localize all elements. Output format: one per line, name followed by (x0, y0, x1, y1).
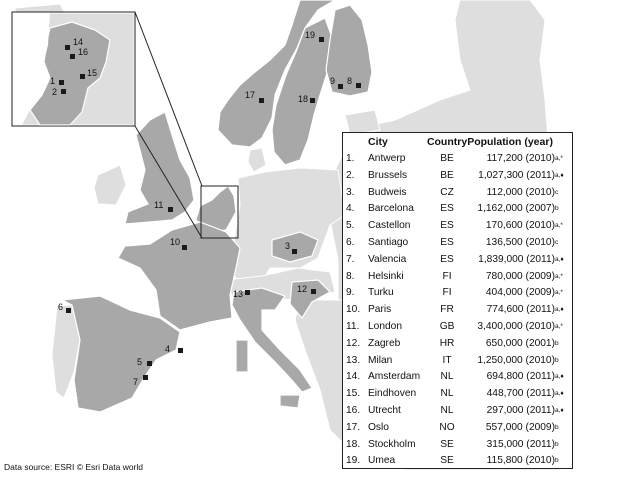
population-value: 448,700 (2011) (486, 388, 555, 400)
table-row (346, 151, 569, 168)
country-code: NL (440, 371, 454, 383)
row-number: 17. (346, 421, 361, 433)
country-code: GB (439, 320, 455, 332)
city-name: London (368, 320, 402, 332)
row-number: 7. (346, 253, 355, 265)
country-code: NL (440, 388, 454, 400)
label-13: 13 (233, 289, 244, 299)
city-name: Budweis (368, 186, 407, 198)
table-row (346, 185, 569, 202)
population-value: 1,250,000 (2010) (477, 354, 555, 366)
source-note: a,* (555, 322, 563, 330)
source-note: b (555, 356, 559, 364)
table-row (346, 336, 569, 353)
country-code: FI (442, 270, 452, 282)
row-number: 6. (346, 236, 355, 248)
row-number: 18. (346, 438, 361, 450)
table-row (346, 302, 569, 319)
country-code: FI (442, 287, 452, 299)
table-row (346, 453, 569, 470)
source-note: b (555, 457, 559, 465)
row-number: 19. (346, 455, 361, 467)
label-1: 1 (50, 76, 56, 86)
label-12: 12 (297, 284, 308, 294)
population-value: 297,000 (2011) (486, 404, 555, 416)
marker-15 (80, 74, 85, 79)
population-value: 315,000 (2011) (486, 438, 555, 450)
legend-header-row (346, 135, 569, 151)
country-code: IT (442, 354, 452, 366)
country-code: BE (440, 169, 454, 181)
source-note: a,* (555, 155, 563, 162)
country-code: NO (439, 421, 455, 433)
country-code: SE (440, 438, 454, 450)
city-name: Zagreb (368, 337, 401, 349)
sicily-shape (280, 395, 300, 408)
label-9: 9 (330, 76, 336, 86)
population-value: 3,400,000 (2010) (477, 320, 555, 332)
population-value: 694,800 (2011) (486, 371, 555, 383)
label-6: 6 (58, 302, 64, 312)
population-value: 117,200 (2010) (486, 153, 555, 164)
table-row (346, 369, 569, 386)
label-16: 16 (78, 47, 89, 57)
table-row (346, 285, 569, 302)
population-value: 404,000 (2009) (485, 287, 555, 299)
table-row (346, 218, 569, 235)
marker-5 (147, 361, 152, 366)
population-value: 650,000 (2001) (485, 337, 555, 349)
table-row (346, 420, 569, 437)
city-name: Paris (368, 304, 392, 316)
marker-19 (319, 37, 324, 42)
row-number: 15. (346, 388, 361, 400)
label-14: 14 (73, 37, 84, 47)
city-name: Valencia (368, 253, 407, 265)
country-code: FR (440, 304, 454, 316)
source-note: a,* (555, 222, 563, 230)
city-legend-table (342, 132, 573, 469)
row-number: 5. (346, 220, 355, 232)
city-name: Barcelona (368, 203, 414, 215)
marker-11 (168, 207, 173, 212)
row-number: 2. (346, 169, 355, 181)
city-name: Brussels (368, 169, 408, 181)
city-name: Milan (368, 354, 393, 366)
row-number: 9. (346, 287, 355, 299)
city-name: Utrecht (368, 404, 401, 416)
marker-13 (245, 290, 250, 295)
country-code: NL (440, 404, 454, 416)
marker-1 (59, 80, 64, 85)
table-row (346, 168, 569, 185)
legend-num-header (346, 135, 368, 151)
table-row (346, 201, 569, 218)
label-11: 11 (154, 200, 164, 210)
legend-city-header: City (368, 136, 388, 148)
table-row (346, 386, 569, 403)
row-number: 4. (346, 203, 355, 215)
city-name: Stockholm (368, 438, 416, 450)
table-row (346, 252, 569, 269)
sardinia-shape (236, 340, 248, 372)
table-row (346, 403, 569, 420)
source-note: b (555, 339, 559, 347)
label-3: 3 (285, 241, 291, 251)
table-row (346, 269, 569, 286)
legend-country-header: Country (426, 136, 468, 148)
table-row (346, 437, 569, 454)
table-row (346, 319, 569, 336)
city-name: Santiago (368, 236, 409, 248)
country-code: ES (440, 236, 454, 248)
label-7: 7 (133, 377, 139, 387)
source-note: a,♦ (555, 255, 564, 263)
source-note: a,♦ (555, 406, 564, 414)
marker-9 (338, 84, 343, 89)
row-number: 16. (346, 404, 361, 416)
label-19: 19 (305, 30, 316, 40)
marker-16 (70, 54, 75, 59)
population-value: 1,839,000 (2011) (478, 253, 555, 265)
population-value: 136,500 (2010) (485, 236, 555, 248)
row-number: 11. (346, 320, 360, 332)
marker-2 (61, 89, 66, 94)
marker-18 (310, 98, 315, 103)
label-10: 10 (170, 237, 181, 247)
country-code: ES (440, 203, 454, 215)
country-code: ES (440, 253, 454, 265)
country-code: SE (440, 455, 454, 467)
source-note: b (555, 205, 559, 213)
marker-12 (311, 289, 316, 294)
source-note: c (555, 238, 559, 246)
label-15: 15 (87, 68, 98, 78)
source-note: a,♦ (555, 390, 564, 398)
legend-population-header: Population (year) (467, 136, 553, 148)
source-note: a,* (555, 289, 563, 297)
row-number: 8. (346, 270, 355, 282)
country-code: BE (440, 153, 454, 164)
source-note: b (555, 440, 559, 448)
city-name: Castellon (368, 220, 411, 232)
source-note: a,♦ (555, 373, 564, 381)
marker-4 (178, 348, 183, 353)
marker-14 (65, 45, 70, 50)
data-source-caption: Data source: ESRI © Esri Data world (4, 462, 144, 472)
city-name: Helsinki (368, 270, 404, 282)
city-name: Turku (368, 287, 394, 299)
city-name: Oslo (368, 421, 389, 433)
marker-10 (182, 245, 187, 250)
city-name: Eindhoven (368, 388, 417, 400)
population-value: 780,000 (2009) (485, 270, 555, 282)
population-value: 557,000 (2009) (485, 421, 555, 433)
population-value: 774,600 (2011) (486, 304, 555, 316)
label-5: 5 (137, 357, 143, 367)
source-note: a,♦ (555, 171, 564, 179)
city-name: Amsterdam (368, 371, 421, 383)
marker-17 (259, 98, 264, 103)
row-number: 3. (346, 186, 355, 198)
label-17: 17 (245, 90, 256, 100)
population-value: 112,000 (2010) (486, 186, 555, 198)
country-code: HR (439, 337, 455, 349)
population-value: 1,162,000 (2007) (477, 203, 555, 215)
marker-7 (143, 375, 148, 380)
label-8: 8 (347, 76, 353, 86)
city-name: Antwerp (368, 153, 406, 164)
source-note: c (555, 188, 559, 196)
label-18: 18 (298, 94, 309, 104)
label-2: 2 (52, 87, 58, 97)
row-number: 10. (346, 304, 361, 316)
row-number: 1. (346, 153, 355, 164)
row-number: 13. (346, 354, 361, 366)
row-number: 12. (346, 337, 361, 349)
marker-6 (66, 308, 71, 313)
source-note: b (555, 423, 559, 431)
marker-3 (292, 249, 297, 254)
row-number: 14. (346, 371, 361, 383)
country-code: CZ (440, 186, 454, 198)
source-note: a,* (555, 272, 563, 280)
city-name: Umea (368, 455, 396, 467)
label-4: 4 (165, 344, 171, 354)
population-value: 1,027,300 (2011) (478, 169, 555, 181)
marker-8 (356, 83, 361, 88)
table-row (346, 353, 569, 370)
source-note: a,♦ (555, 306, 564, 314)
table-row (346, 235, 569, 252)
country-code: ES (440, 220, 454, 232)
population-value: 170,600 (2010) (485, 220, 555, 232)
population-value: 115,800 (2010) (486, 455, 555, 467)
